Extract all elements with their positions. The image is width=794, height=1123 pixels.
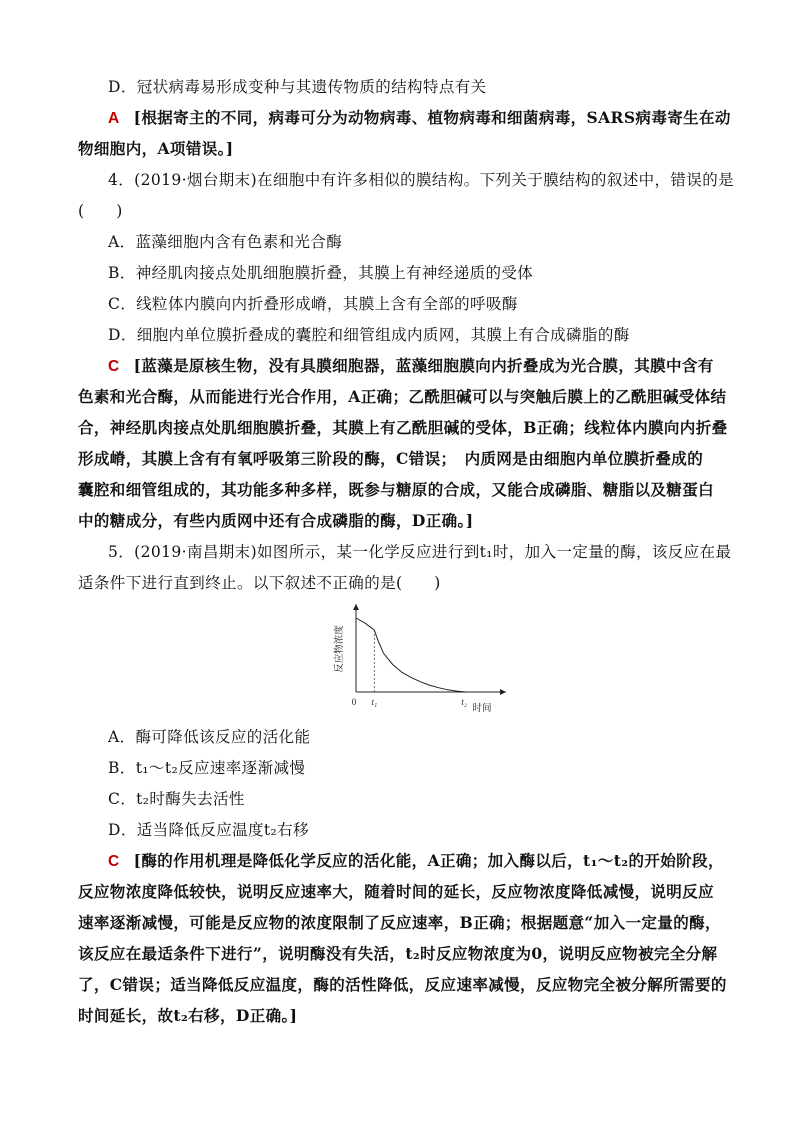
q4-explanation-1: [蓝藻是原核生物，没有具膜细胞器，蓝藻细胞膜向内折叠成为光合膜，其膜中含有 — [133, 356, 714, 375]
concentration-curve — [356, 618, 466, 692]
q4-option-d: D．细胞内单位膜折叠成的囊腔和细管组成内质网，其膜上有合成磷脂的酶 — [108, 326, 630, 344]
q3-answer-line — [108, 108, 734, 129]
q5-option-c: C．t₂时酶失去活性 — [108, 790, 245, 808]
q5-option-d: D．适当降低反应温度t₂右移 — [108, 821, 309, 839]
y-axis-arrow — [353, 604, 359, 610]
q4-option-c: C．线粒体内膜向内折叠形成嵴，其膜上含有全部的呼吸酶 — [108, 295, 518, 313]
q4-explanation-3: 合，神经肌肉接点处肌细胞膜折叠，其膜上有乙酰胆碱的受体，B正确；线粒体内膜向内折叠 — [78, 418, 728, 437]
q4-option-b: B．神经肌肉接点处肌细胞膜折叠，其膜上有神经递质的受体 — [108, 264, 534, 282]
q4-stem-2: ( ) — [78, 202, 123, 220]
q4-explanation-6: 中的糖成分，有些内质网中还有合成磷脂的酶，D正确。] — [78, 511, 474, 530]
q5-option-a: A．酶可降低该反应的活化能 — [108, 728, 311, 746]
q3-explanation-1: [根据寄主的不同，病毒可分为动物病毒、植物病毒和细菌病毒，SARS病毒寄生在动 — [133, 108, 731, 127]
q5-explanation-1: [酶的作用机理是降低化学反应的活化能，A正确；加入酶以后，t₁～t₂的开始阶段， — [133, 851, 724, 870]
q5-explanation-2: 反应物浓度降低较快，说明反应速率大，随着时间的延长，反应物浓度降低减慢，说明反应 — [78, 882, 715, 901]
q5-stem-2: 适条件下进行直到终止。以下叙述不正确的是( ) — [78, 574, 441, 592]
q4-explanation-2: 色素和光合酶，从而能进行光合作用，A正确；乙酰胆碱可以与突触后膜上的乙酰胆碱受体结 — [78, 387, 727, 406]
x-axis-arrow — [500, 689, 506, 695]
q3-explanation-2: 物细胞内，A项错误。] — [78, 139, 234, 158]
q5-answer-line — [108, 851, 734, 872]
q4-option-a: A．蓝藻细胞内含有色素和光合酶 — [108, 233, 343, 251]
y-axis-label: 反应物浓度 — [335, 625, 345, 673]
q5-stem-1: 5．(2019·南昌期末)如图所示，某一化学反应进行到t₁时，加入一定量的酶，该反应在最 — [108, 543, 732, 561]
q5-answer-key: C — [108, 853, 120, 870]
q5-option-b: B．t₁～t₂反应速率逐渐减慢 — [108, 759, 306, 777]
q3-option-d: D．冠状病毒易形成变种与其遗传物质的结构特点有关 — [108, 78, 487, 96]
q4-explanation-5: 囊腔和细管组成的，其功能多种多样，既参与糖原的合成，又能合成磷脂、糖脂以及糖蛋白 — [78, 480, 715, 499]
x-tick-label: 0 — [351, 697, 357, 707]
x-tick-label: t₂ — [461, 697, 467, 707]
q5-explanation-4: 该反应在最适条件下进行”，说明酶没有失活，t₂时反应物浓度为0，说明反应物被完全分解 — [78, 944, 718, 963]
q4-answer-key: C — [108, 358, 120, 375]
q5-explanation-5: 了，C错误；适当降低反应温度，酶的活性降低，反应速率减慢，反应物完全被分解所需要的 — [78, 975, 727, 994]
q5-explanation-3: 速率逐渐减慢，可能是反应物的浓度限制了反应速率，B正确；根据题意“加入一定量的酶， — [78, 913, 721, 932]
q5-explanation-6: 时间延长，故t₂右移，D正确。] — [78, 1006, 298, 1025]
q3-answer-key: A — [108, 110, 120, 127]
x-axis-label: 时间 — [472, 704, 492, 714]
q4-explanation-4: 形成嵴，其膜上含有有氧呼吸第三阶段的酶，C错误； 内质网是由细胞内单位膜折叠成的 — [78, 449, 704, 468]
q4-answer-line — [108, 356, 734, 377]
x-tick-label: t₁ — [371, 697, 378, 707]
q4-stem-1: 4．(2019·烟台期末)在细胞中有许多相似的膜结构。下列关于膜结构的叙述中，错误的是 — [108, 171, 735, 189]
reaction-chart — [318, 602, 514, 716]
